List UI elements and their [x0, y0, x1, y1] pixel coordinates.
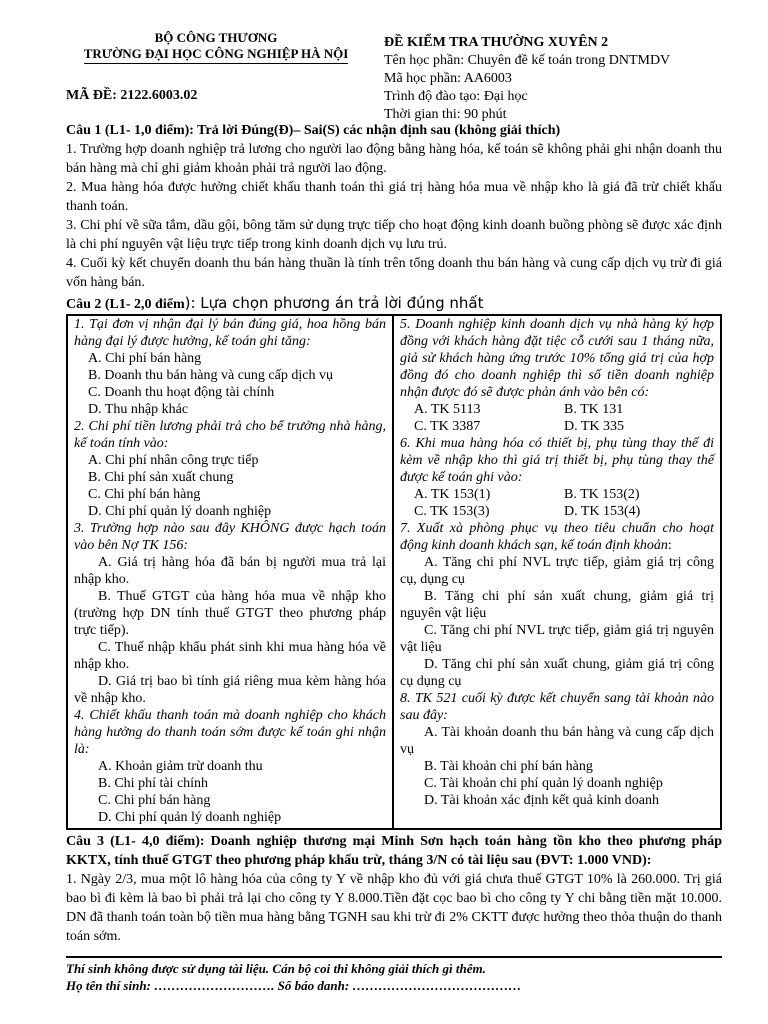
mcq-1-option-c: C. Doanh thu hoạt động tài chính — [88, 385, 275, 400]
mcq-4-option-b: B. Chi phí tài chính — [98, 776, 209, 791]
question-2-right-column — [394, 316, 720, 828]
training-level: Trình độ đào tạo: Đại học — [384, 89, 528, 104]
mcq-5-option-b: B. TK 131 — [564, 402, 624, 417]
mcq-7-option-c: C. Tăng chi phí NVL trực tiếp, giảm giá trị nguyên vật liệu — [400, 623, 714, 655]
mcq-4-option-a: A. Khoản giảm trừ doanh thu — [98, 759, 263, 774]
exam-title: ĐỀ KIỂM TRA THƯỜNG XUYÊN 2 — [384, 35, 609, 50]
statement-4: 4. Cuối kỳ kết chuyển doanh thu bán hàng thuần là tính trên tổng doanh thu bán hàng và cung cấp dịch vụ trừ đi giá vốn hàng bán. — [66, 256, 722, 290]
mcq-5-option-d: D. TK 335 — [564, 419, 625, 434]
mcq-4-option-c: C. Chi phí bán hàng — [98, 793, 211, 808]
question-2-left-column — [68, 316, 394, 828]
mcq-5-option-c: C. TK 3387 — [414, 419, 481, 434]
course-code: Mã học phần: AA6003 — [384, 71, 512, 86]
mcq-2-option-d: D. Chi phí quản lý doanh nghiệp — [88, 504, 272, 519]
mcq-5-stem: 5. Doanh nghiệp kinh doanh dịch vụ nhà hàng ký hợp đồng với khách hàng đặt tiệc cỗ cưới sau 1 tháng nữa, giả sử khách hàng ứng trước 10% tổng giá trị của hợp đồng đó cho doanh nghiệp thì số tiền doanh nghiệp nhận được đó sẽ được phản ánh vào bên có: — [400, 317, 714, 400]
mcq-3-option-c: C. Thuế nhập khẩu phát sinh khi mua hàng hóa về nhập kho. — [74, 640, 386, 672]
mcq-1-stem: 1. Tại đơn vị nhận đại lý bán đúng giá, hoa hồng bán hàng đại lý được hưởng, kế toán ghi tăng: — [74, 317, 386, 349]
mcq-8-option-c: C. Tài khoản chi phí quản lý doanh nghiệp — [424, 776, 663, 791]
question-3-item-1: 1. Ngày 2/3, mua một lô hàng hóa của công ty Y về nhập kho đủ với giá chưa thuế GTGT 10% là 260.000. Trị giá bao bì đi kèm là bao bì phải trả lại cho công ty Y 8.000.Tiền đặt cọc bao bì cho công ty Y chi bằng tiền mặt 10.000. DN đã thanh toán toàn bộ tiền mua hàng bằng TGNH sau khi trừ đi 2% CKTT được hưởng theo thỏa thuận do thanh toán sớm. — [66, 872, 722, 944]
mcq-1-option-d: D. Thu nhập khác — [88, 402, 189, 417]
university-name: TRƯỜNG ĐẠI HỌC CÔNG NGHIỆP HÀ NỘI — [84, 46, 349, 64]
mcq-6-option-c: C. TK 153(3) — [414, 504, 490, 519]
mcq-7-option-d: D. Tăng chi phí sản xuất chung, giảm giá trị công cụ dụng cụ — [400, 657, 714, 689]
mcq-3-option-a: A. Giá trị hàng hóa đã bán bị người mua trả lại nhập kho. — [74, 555, 386, 587]
institution-block — [66, 30, 366, 64]
question-2-title-bold: Câu 2 (L1- 2,0 điểm — [66, 297, 185, 312]
mcq-7-stem-colon: : — [667, 538, 672, 553]
mcq-7-stem — [400, 520, 714, 554]
mcq-3-option-b: B. Thuế GTGT của hàng hóa mua về nhập kho (trường hợp DN tính thuế GTGT theo phương pháp trực tiếp). — [74, 589, 386, 638]
mcq-5-options-row-1 — [400, 401, 714, 418]
question-2-title — [66, 294, 722, 314]
footer-note: Thí sinh không được sử dụng tài liệu. Cán bộ coi thi không giải thích gì thêm. — [66, 961, 486, 976]
mcq-4-option-d: D. Chi phí quản lý doanh nghiệp — [98, 810, 282, 825]
mcq-7-option-b: B. Tăng chi phí sản xuất chung, giảm giá trị nguyên vật liệu — [400, 589, 714, 621]
mcq-6-option-d: D. TK 153(4) — [564, 504, 641, 519]
question-1-title: Câu 1 (L1- 1,0 điểm): Trả lời Đúng(Đ)– Sai(S) các nhận định sau (không giải thích) — [66, 123, 561, 138]
mcq-2-option-c: C. Chi phí bán hàng — [88, 487, 201, 502]
mcq-6-option-b: B. TK 153(2) — [564, 487, 640, 502]
exam-code: MÃ ĐỀ: 2122.6003.02 — [66, 88, 198, 103]
mcq-6-stem: 6. Khi mua hàng hóa có thiết bị, phụ tùng thay thế đi kèm về nhập kho thì giá trị thiết bị, phụ tùng thay thế được kế toán ghi vào: — [400, 436, 714, 485]
mcq-8-option-a: A. Tài khoản doanh thu bán hàng và cung cấp dịch vụ — [400, 725, 714, 757]
mcq-8-option-b: B. Tài khoản chi phí bán hàng — [424, 759, 593, 774]
question-2-title-rest: ): Lựa chọn phương án trả lời đúng nhất — [184, 294, 484, 312]
mcq-6-option-a: A. TK 153(1) — [414, 487, 491, 502]
mcq-7-stem-text: 7. Xuất xà phòng phục vụ theo tiêu chuẩn cho hoạt động kinh doanh khách sạn, kế toán định khoản — [400, 521, 714, 553]
mcq-5-option-a: A. TK 5113 — [414, 402, 481, 417]
exam-page — [66, 30, 722, 946]
course-name: Tên học phần: Chuyên đề kế toán trong DNTMDV — [384, 53, 671, 68]
candidate-info-line: Họ tên thí sinh: ………………………. Số báo danh: ………………………………… — [66, 978, 522, 993]
mcq-8-stem: 8. TK 521 cuối kỳ được kết chuyển sang tài khoản nào sau đây: — [400, 691, 714, 723]
ministry-name: BỘ CÔNG THƯƠNG — [154, 30, 278, 45]
mcq-5-options-row-2 — [400, 418, 714, 435]
exam-info-block — [384, 34, 670, 124]
mcq-2-option-a: A. Chi phí nhân công trực tiếp — [88, 453, 259, 468]
statement-2: 2. Mua hàng hóa được hưởng chiết khấu thanh toán thì giá trị hàng hóa mua về nhập kho là giá đã trừ chiết khấu thanh toán. — [66, 180, 722, 214]
mcq-1-option-b: B. Doanh thu bán hàng và cung cấp dịch vụ — [88, 368, 333, 383]
statement-3: 3. Chi phí về sữa tắm, dầu gội, bông tăm sử dụng trực tiếp cho hoạt động kinh doanh buồng phòng sẽ được xác định là chi phí nguyên vật liệu trực tiếp trong kinh doanh dịch vụ lưu trú. — [66, 218, 722, 252]
question-3 — [66, 832, 722, 946]
mcq-1-option-a: A. Chi phí bán hàng — [88, 351, 202, 366]
statement-1: 1. Trường hợp doanh nghiệp trả lương cho người lao động bằng hàng hóa, kế toán sẽ không phải ghi nhận doanh thu bán hàng mà chỉ ghi giảm khoản phải trả người lao động. — [66, 142, 722, 176]
mcq-4-stem: 4. Chiết khấu thanh toán mà doanh nghiệp cho khách hàng hưởng do thanh toán sớm được kế toán ghi nhận là: — [74, 708, 386, 757]
question-2-table — [66, 314, 722, 830]
mcq-2-stem: 2. Chi phí tiền lương phải trả cho bể trưởng nhà hàng, kế toán tính vào: — [74, 419, 386, 451]
mcq-3-option-d: D. Giá trị bao bì tính giá riêng mua kèm hàng hóa về nhập kho. — [74, 674, 386, 706]
mcq-7-option-a: A. Tăng chi phí NVL trực tiếp, giảm giá trị công cụ, dụng cụ — [400, 555, 714, 587]
mcq-2-option-b: B. Chi phí sản xuất chung — [88, 470, 234, 485]
mcq-3-stem: 3. Trường hợp nào sau đây KHÔNG được hạch toán vào bên Nợ TK 156: — [74, 521, 386, 553]
mcq-6-options-row-1 — [400, 486, 714, 503]
exam-duration: Thời gian thi: 90 phút — [384, 107, 507, 122]
exam-footer — [66, 956, 722, 994]
mcq-6-options-row-2 — [400, 503, 714, 520]
question-3-title: Câu 3 (L1- 4,0 điểm): Doanh nghiệp thương mại Minh Sơn hạch toán hàng tồn kho theo phương pháp KKTX, tính thuế GTGT theo phương pháp khấu trừ, tháng 3/N có tài liệu sau (ĐVT: 1.000 VND): — [66, 834, 722, 868]
exam-header — [66, 30, 722, 120]
mcq-8-option-d: D. Tài khoản xác định kết quả kinh doanh — [424, 793, 659, 808]
question-1 — [66, 121, 722, 292]
